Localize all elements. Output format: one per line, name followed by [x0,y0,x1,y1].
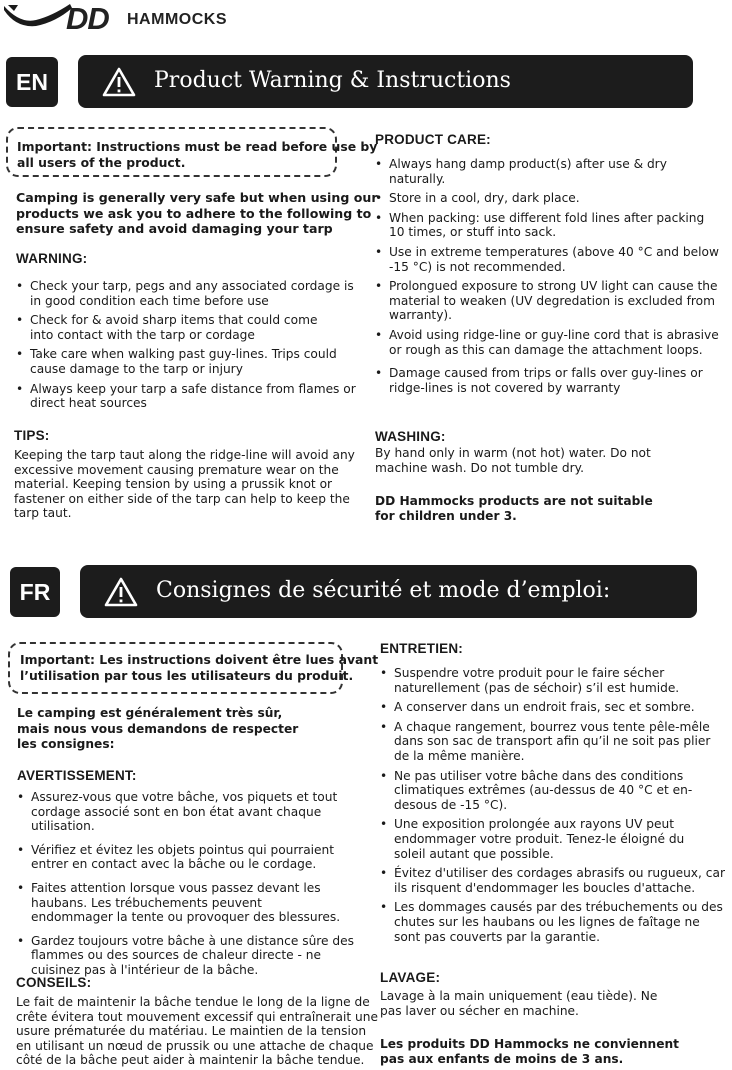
care-heading-en: PRODUCT CARE: [375,132,491,147]
list-item: • Les dommages causés par des trébuchements ou des chutes sur les haubans ou les lignes de faîtage ne sont pas couverts par la garantie. [380,900,726,944]
logo-mark: DD [66,1,109,36]
important-note-en: Important: Instructions must be read before use by all users of the product. [17,139,378,170]
tips-heading-en: TIPS: [14,428,50,443]
header-bar-en [78,55,693,108]
list-item: • Check your tarp, pegs and any associated cordage is in good condition each time before use [16,279,368,308]
list-item: • Check for & avoid sharp items that could come into contact with the tarp or cordage [16,313,368,342]
lang-badge-en: EN [6,57,58,107]
warning-heading-fr: AVERTISSEMENT: [17,768,137,783]
tips-text-en: Keeping the tarp taut along the ridge-line will avoid any excessive movement causing premature wear on the material. Keeping tension by using a prussik knot or fastener on either side of the tarp can help to keep the tarp taut. [14,448,355,521]
list-item: • When packing: use different fold lines after packing 10 times, or stuff into sack. [375,211,720,240]
warning-triangle-icon [104,577,138,607]
care-list-en [375,157,720,395]
washing-heading-fr: LAVAGE: [380,970,441,985]
brand-logo [4,2,234,34]
section-title-fr: Consignes de sécurité et mode d’emploi: [156,578,611,604]
list-item: • Assurez-vous que votre bâche, vos piquets et tout cordage associé sont en bon état avant chaque utilisation. [17,790,387,834]
warning-heading-en: WARNING: [16,251,88,266]
warning-list-fr [17,790,387,978]
list-item: • Always keep your tarp a safe distance from flames or direct heat sources [16,382,368,411]
washing-text-en: By hand only in warm (not hot) water. Do not machine wash. Do not tumble dry. [375,446,651,475]
logo-wordmark: HAMMOCKS [127,11,227,28]
list-item: • Évitez d'utiliser des cordages abrasifs ou rugueux, car ils risquent d'endommager les boucles d'attache. [380,866,726,895]
list-item: • Avoid using ridge-line or guy-line cord that is abrasive or rough as this can damage the attachment loops. [375,328,720,357]
children-note-en: DD Hammocks products are not suitable for children under 3. [375,494,653,523]
header-bar-fr [80,565,697,618]
list-item: • Faites attention lorsque vous passez devant les haubans. Les trébuchements peuvent endommager la tente ou provoquer des blessures. [17,881,387,925]
children-note-fr: Les produits DD Hammocks ne conviennent pas aux enfants de moins de 3 ans. [380,1037,680,1066]
list-item: • Suspendre votre produit pour le faire sécher naturellement (pas de séchoir) s’il est humide. [380,666,726,695]
lang-badge-fr: FR [10,567,60,617]
list-item: • Gardez toujours votre bâche à une distance sûre des flammes ou des sources de chaleur directe - ne cuisinez pas à l'intérieur de la bâche. [17,934,387,978]
list-item: • Ne pas utiliser votre bâche dans des conditions climatiques extrêmes (au-dessus de 40 °C et en-desous de -15 °C). [380,769,726,813]
list-item: • Prolongued exposure to strong UV light can cause the material to weaken (UV degredation is excluded from warranty). [375,279,720,323]
care-list-fr [380,666,726,944]
list-item: • Use in extreme temperatures (above 40 °C and below -15 °C) is not recommended. [375,245,720,274]
washing-heading-en: WASHING: [375,429,446,444]
list-item: • Take care when walking past guy-lines. Trips could cause damage to the tarp or injury [16,347,368,376]
care-heading-fr: ENTRETIEN: [380,641,463,656]
warning-list-en [16,279,368,411]
section-title-en: Product Warning & Instructions [154,68,511,94]
warning-triangle-icon [102,67,136,97]
tips-text-fr: Le fait de maintenir la bâche tendue le long de la ligne de crête évitera tout mouvement excessif qui entraînerait une usure prématurée du matériau. Le maintien de la tension en utilisant un nœud de prussik ou une attache de chaque côté de la bâche peut aider à maintenir la bâche tendue. [16,995,378,1068]
washing-text-fr: Lavage à la main uniquement (eau tiède). Ne pas laver ou sécher en machine. [380,989,658,1018]
list-item: • Damage caused from trips or falls over guy-lines or ridge-lines is not covered by warranty [375,366,720,395]
list-item: • A chaque rangement, bourrez vous tente pêle-mêle dans son sac de transport afin qu’il ne soit pas plier de la même manière. [380,720,726,764]
list-item: • Une exposition prolongée aux rayons UV peut endommager votre produit. Tenez-le éloigné du soleil autant que possible. [380,817,726,861]
list-item: • Vérifiez et évitez les objets pointus qui pourraient entrer en contact avec la bâche ou le cordage. [17,843,387,872]
tips-heading-fr: CONSEILS: [16,975,92,990]
list-item: • A conserver dans un endroit frais, sec et sombre. [380,700,726,715]
list-item: • Store in a cool, dry, dark place. [375,191,720,206]
intro-en: Camping is generally very safe but when using our products we ask you to adhere to the following to ensure safety and avoid damaging your tarp [16,190,378,236]
intro-fr: Le camping est généralement très sûr, mais nous vous demandons de respecter les consignes: [17,706,299,751]
list-item: • Always hang damp product(s) after use & dry naturally. [375,157,720,186]
important-note-fr: Important: Les instructions doivent être lues avant l’utilisation par tous les utilisateurs du produit. [20,652,379,683]
hammock-logo-icon [4,2,74,32]
